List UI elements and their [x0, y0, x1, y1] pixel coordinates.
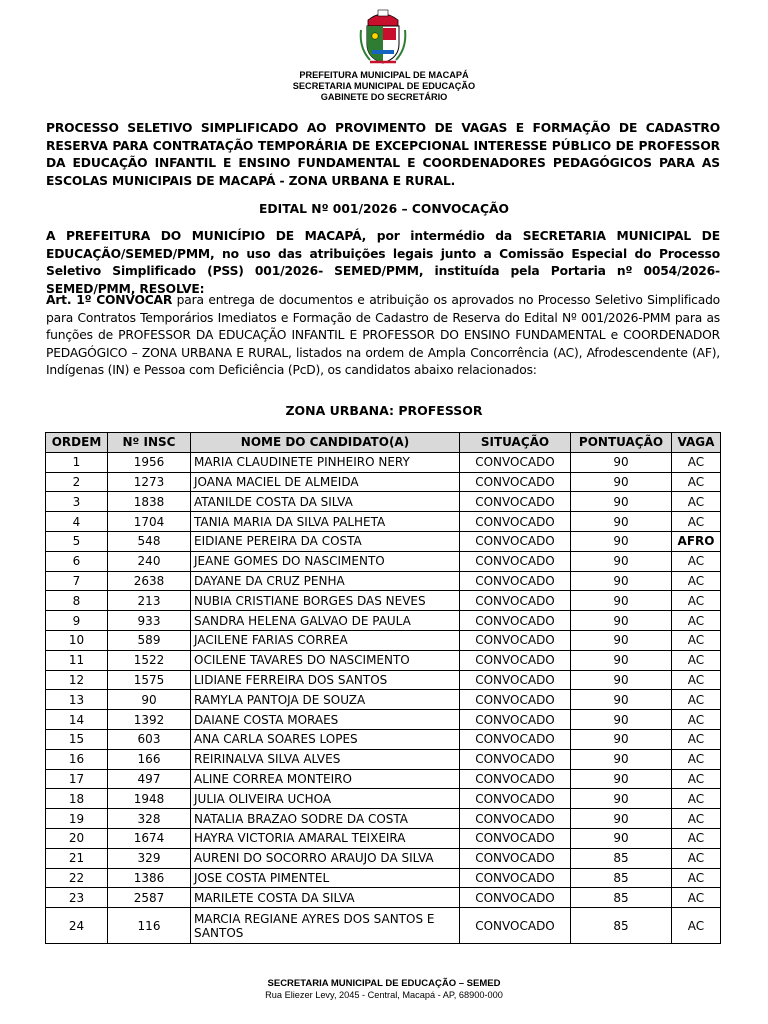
- vaga-cell: AC: [672, 591, 721, 611]
- table-row: [46, 690, 721, 710]
- table-row: [46, 611, 721, 631]
- nome-cell: ALINE CORREA MONTEIRO: [191, 769, 460, 789]
- coat-of-arms-icon: [358, 6, 408, 66]
- vaga-cell: AC: [672, 551, 721, 571]
- header-pontuacao: PONTUAÇÃO: [571, 433, 672, 453]
- insc-cell: 1674: [108, 828, 191, 848]
- ordem-cell: 5: [46, 531, 108, 551]
- ordem-cell: 21: [46, 848, 108, 868]
- insc-cell: 213: [108, 591, 191, 611]
- header-vaga: VAGA: [672, 433, 721, 453]
- ordem-cell: 2: [46, 472, 108, 492]
- insc-cell: 603: [108, 729, 191, 749]
- insc-cell: 548: [108, 531, 191, 551]
- table-row: [46, 908, 721, 944]
- situacao-cell: CONVOCADO: [460, 611, 571, 631]
- situacao-cell: CONVOCADO: [460, 749, 571, 769]
- vaga-cell: AC: [672, 630, 721, 650]
- footer-address: Rua Eliezer Levy, 2045 - Central, Macapá - AP, 68900-000: [265, 990, 503, 1000]
- ordem-cell: 19: [46, 809, 108, 829]
- edital-heading: EDITAL Nº 001/2026 – CONVOCAÇÃO: [259, 202, 509, 216]
- table-row: [46, 789, 721, 809]
- header-situacao: SITUAÇÃO: [460, 433, 571, 453]
- insc-cell: 116: [108, 908, 191, 944]
- ordem-cell: 13: [46, 690, 108, 710]
- vaga-cell: AC: [672, 650, 721, 670]
- situacao-cell: CONVOCADO: [460, 492, 571, 512]
- vaga-cell: AC: [672, 868, 721, 888]
- insc-cell: 497: [108, 769, 191, 789]
- vaga-cell: AC: [672, 492, 721, 512]
- nome-cell: JULIA OLIVEIRA UCHOA: [191, 789, 460, 809]
- ordem-cell: 20: [46, 828, 108, 848]
- pontuacao-cell: 85: [571, 848, 672, 868]
- ordem-cell: 8: [46, 591, 108, 611]
- vaga-cell: AC: [672, 670, 721, 690]
- insc-cell: 933: [108, 611, 191, 631]
- nome-cell: ANA CARLA SOARES LOPES: [191, 729, 460, 749]
- table-row: [46, 531, 721, 551]
- insc-cell: 1838: [108, 492, 191, 512]
- pontuacao-cell: 90: [571, 512, 672, 532]
- insc-cell: 1392: [108, 710, 191, 730]
- pontuacao-cell: 90: [571, 789, 672, 809]
- table-row: [46, 888, 721, 908]
- table-row: [46, 630, 721, 650]
- ordem-cell: 12: [46, 670, 108, 690]
- table-row: [46, 769, 721, 789]
- nome-cell: NUBIA CRISTIANE BORGES DAS NEVES: [191, 591, 460, 611]
- situacao-cell: CONVOCADO: [460, 512, 571, 532]
- insc-cell: 2638: [108, 571, 191, 591]
- ordem-cell: 16: [46, 749, 108, 769]
- table-row: [46, 650, 721, 670]
- vaga-cell: AC: [672, 472, 721, 492]
- header-prefeitura: PREFEITURA MUNICIPAL DE MACAPÁ: [299, 70, 469, 80]
- vaga-cell: AC: [672, 908, 721, 944]
- situacao-cell: CONVOCADO: [460, 809, 571, 829]
- vaga-cell: AC: [672, 769, 721, 789]
- insc-cell: 1956: [108, 452, 191, 472]
- ordem-cell: 10: [46, 630, 108, 650]
- nome-cell: TANIA MARIA DA SILVA PALHETA: [191, 512, 460, 532]
- ordem-cell: 11: [46, 650, 108, 670]
- situacao-cell: CONVOCADO: [460, 690, 571, 710]
- vaga-cell: AC: [672, 452, 721, 472]
- situacao-cell: CONVOCADO: [460, 551, 571, 571]
- ordem-cell: 7: [46, 571, 108, 591]
- situacao-cell: CONVOCADO: [460, 452, 571, 472]
- situacao-cell: CONVOCADO: [460, 630, 571, 650]
- pontuacao-cell: 85: [571, 888, 672, 908]
- nome-cell: DAIANE COSTA MORAES: [191, 710, 460, 730]
- insc-cell: 1948: [108, 789, 191, 809]
- nome-cell: ATANILDE COSTA DA SILVA: [191, 492, 460, 512]
- nome-cell: JOSE COSTA PIMENTEL: [191, 868, 460, 888]
- table-row: [46, 571, 721, 591]
- vaga-cell: AC: [672, 571, 721, 591]
- insc-cell: 1704: [108, 512, 191, 532]
- vaga-cell: AC: [672, 888, 721, 908]
- situacao-cell: CONVOCADO: [460, 710, 571, 730]
- situacao-cell: CONVOCADO: [460, 908, 571, 944]
- vaga-cell: AC: [672, 809, 721, 829]
- vaga-cell: AC: [672, 848, 721, 868]
- article-lead: Art. 1º CONVOCAR: [46, 293, 173, 307]
- ordem-cell: 6: [46, 551, 108, 571]
- situacao-cell: CONVOCADO: [460, 888, 571, 908]
- situacao-cell: CONVOCADO: [460, 650, 571, 670]
- pontuacao-cell: 85: [571, 908, 672, 944]
- nome-cell: MARCIA REGIANE AYRES DOS SANTOS E SANTOS: [191, 908, 460, 944]
- pontuacao-cell: 90: [571, 472, 672, 492]
- ordem-cell: 9: [46, 611, 108, 631]
- header-nome: NOME DO CANDIDATO(A): [191, 433, 460, 453]
- vaga-cell: AC: [672, 749, 721, 769]
- footer-secretaria: SECRETARIA MUNICIPAL DE EDUCAÇÃO – SEMED: [267, 978, 501, 989]
- ordem-cell: 1: [46, 452, 108, 472]
- situacao-cell: CONVOCADO: [460, 848, 571, 868]
- nome-cell: DAYANE DA CRUZ PENHA: [191, 571, 460, 591]
- ordem-cell: 3: [46, 492, 108, 512]
- pontuacao-cell: 90: [571, 749, 672, 769]
- header-secretaria: SECRETARIA MUNICIPAL DE EDUCAÇÃO: [292, 81, 476, 91]
- pontuacao-cell: 90: [571, 531, 672, 551]
- vaga-cell: AC: [672, 512, 721, 532]
- vaga-cell: AC: [672, 828, 721, 848]
- pontuacao-cell: 85: [571, 868, 672, 888]
- pontuacao-cell: 90: [571, 670, 672, 690]
- vaga-cell: AC: [672, 729, 721, 749]
- insc-cell: 2587: [108, 888, 191, 908]
- header-ordem: ORDEM: [46, 433, 108, 453]
- pontuacao-cell: 90: [571, 551, 672, 571]
- nome-cell: JOANA MACIEL DE ALMEIDA: [191, 472, 460, 492]
- pontuacao-cell: 90: [571, 611, 672, 631]
- insc-cell: 1273: [108, 472, 191, 492]
- table-row: [46, 492, 721, 512]
- vaga-cell: AC: [672, 710, 721, 730]
- nome-cell: SANDRA HELENA GALVAO DE PAULA: [191, 611, 460, 631]
- table-row: [46, 868, 721, 888]
- insc-cell: 1386: [108, 868, 191, 888]
- insc-cell: 589: [108, 630, 191, 650]
- intro-paragraph: A PREFEITURA DO MUNICÍPIO DE MACAPÁ, por intermédio da SECRETARIA MUNICIPAL DE EDUCAÇÃO/SEMED/PMM, no uso das atribuições legais junto a Comissão Especial do Processo Seletivo Simplificado (PSS) 001/2026- SEMED/PMM, instituída pela Portaria nº 0054/2026-SEMED/PMM, RESOLVE:: [46, 229, 720, 296]
- nome-cell: RAMYLA PANTOJA DE SOUZA: [191, 690, 460, 710]
- table-row: [46, 809, 721, 829]
- situacao-cell: CONVOCADO: [460, 828, 571, 848]
- article-paragraph: [46, 292, 720, 380]
- insc-cell: 166: [108, 749, 191, 769]
- insc-cell: 90: [108, 690, 191, 710]
- nome-cell: REIRINALVA SILVA ALVES: [191, 749, 460, 769]
- pontuacao-cell: 90: [571, 630, 672, 650]
- insc-cell: 1575: [108, 670, 191, 690]
- pontuacao-cell: 90: [571, 452, 672, 472]
- header-insc: Nº INSC: [108, 433, 191, 453]
- vaga-cell: AC: [672, 789, 721, 809]
- pontuacao-cell: 90: [571, 591, 672, 611]
- pontuacao-cell: 90: [571, 729, 672, 749]
- ordem-cell: 22: [46, 868, 108, 888]
- situacao-cell: CONVOCADO: [460, 670, 571, 690]
- situacao-cell: CONVOCADO: [460, 868, 571, 888]
- insc-cell: 329: [108, 848, 191, 868]
- pontuacao-cell: 90: [571, 492, 672, 512]
- table-row: [46, 729, 721, 749]
- nome-cell: OCILENE TAVARES DO NASCIMENTO: [191, 650, 460, 670]
- table-header-row: [46, 433, 721, 453]
- vaga-cell: AFRO: [672, 531, 721, 551]
- ordem-cell: 23: [46, 888, 108, 908]
- article-body: para entrega de documentos e atribuição os aprovados no Processo Seletivo Simplificado para Contratos Temporários Imediatos e Formação de Cadastro de Reserva do Edital Nº 001/2026-PMM para as funções de PROFESSOR DA EDUCAÇÃO INFANTIL E PROFESSOR DO ENSINO FUNDAMENTAL e COORDENADOR PEDAGÓGICO – ZONA URBANA E RURAL, listados na ordem de Ampla Concorrência (AC), Afrodescendente (AF), Indígenas (IN) e Pessoa com Deficiência (PcD), os candidatos abaixo relacionados:: [46, 293, 720, 378]
- situacao-cell: CONVOCADO: [460, 769, 571, 789]
- situacao-cell: CONVOCADO: [460, 571, 571, 591]
- situacao-cell: CONVOCADO: [460, 531, 571, 551]
- pontuacao-cell: 90: [571, 828, 672, 848]
- situacao-cell: CONVOCADO: [460, 472, 571, 492]
- insc-cell: 240: [108, 551, 191, 571]
- table-row: [46, 551, 721, 571]
- vaga-cell: AC: [672, 611, 721, 631]
- table-row: [46, 452, 721, 472]
- situacao-cell: CONVOCADO: [460, 729, 571, 749]
- insc-cell: 328: [108, 809, 191, 829]
- pontuacao-cell: 90: [571, 571, 672, 591]
- table-row: [46, 472, 721, 492]
- table-row: [46, 828, 721, 848]
- table-row: [46, 749, 721, 769]
- nome-cell: JACILENE FARIAS CORREA: [191, 630, 460, 650]
- situacao-cell: CONVOCADO: [460, 591, 571, 611]
- pontuacao-cell: 90: [571, 650, 672, 670]
- ordem-cell: 24: [46, 908, 108, 944]
- nome-cell: HAYRA VICTORIA AMARAL TEIXEIRA: [191, 828, 460, 848]
- pontuacao-cell: 90: [571, 769, 672, 789]
- zone-title: ZONA URBANA: PROFESSOR: [285, 403, 483, 418]
- pontuacao-cell: 90: [571, 690, 672, 710]
- candidates-table: [45, 432, 721, 944]
- vaga-cell: AC: [672, 690, 721, 710]
- nome-cell: LIDIANE FERREIRA DOS SANTOS: [191, 670, 460, 690]
- table-row: [46, 670, 721, 690]
- ordem-cell: 15: [46, 729, 108, 749]
- insc-cell: 1522: [108, 650, 191, 670]
- nome-cell: NATALIA BRAZAO SODRE DA COSTA: [191, 809, 460, 829]
- document-title: PROCESSO SELETIVO SIMPLIFICADO AO PROVIMENTO DE VAGAS E FORMAÇÃO DE CADASTRO RESERVA PARA CONTRATAÇÃO TEMPORÁRIA DE EXCEPCIONAL INTERESSE PÚBLICO DE PROFESSOR DA EDUCAÇÃO INFANTIL E ENSINO FUNDAMENTAL E COORDENADORES PEDAGÓGICOS PARA AS ESCOLAS MUNICIPAIS DE MACAPÁ - ZONA URBANA E RURAL.: [46, 121, 720, 188]
- situacao-cell: CONVOCADO: [460, 789, 571, 809]
- pontuacao-cell: 90: [571, 809, 672, 829]
- ordem-cell: 14: [46, 710, 108, 730]
- table-row: [46, 512, 721, 532]
- table-row: [46, 848, 721, 868]
- nome-cell: MARILETE COSTA DA SILVA: [191, 888, 460, 908]
- nome-cell: AURENI DO SOCORRO ARAUJO DA SILVA: [191, 848, 460, 868]
- nome-cell: MARIA CLAUDINETE PINHEIRO NERY: [191, 452, 460, 472]
- ordem-cell: 4: [46, 512, 108, 532]
- nome-cell: JEANE GOMES DO NASCIMENTO: [191, 551, 460, 571]
- nome-cell: EIDIANE PEREIRA DA COSTA: [191, 531, 460, 551]
- ordem-cell: 17: [46, 769, 108, 789]
- ordem-cell: 18: [46, 789, 108, 809]
- table-row: [46, 591, 721, 611]
- table-row: [46, 710, 721, 730]
- pontuacao-cell: 90: [571, 710, 672, 730]
- header-gabinete: GABINETE DO SECRETÁRIO: [320, 92, 448, 102]
